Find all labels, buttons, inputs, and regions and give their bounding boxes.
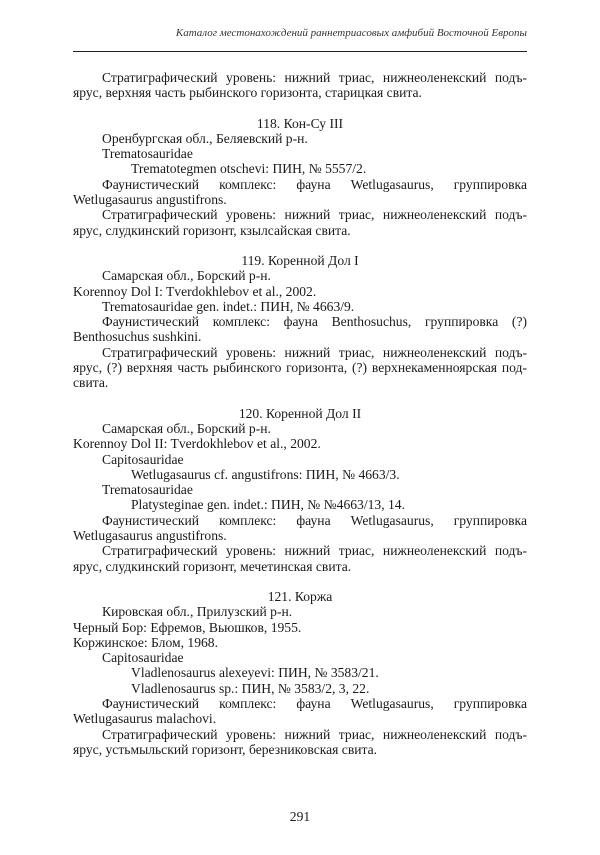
text-line: ярус, слудкинский горизонт, кзылсайская свита. <box>73 222 351 238</box>
text-line: Trematosauridae gen. indet.: ПИН, № 4663/9. <box>102 298 355 314</box>
catalog-entry <box>73 589 527 757</box>
catalog-entry <box>73 253 527 391</box>
paragraph <box>73 467 527 482</box>
text-line: Фаунистический комплекс: фауна Wetlugasaurus, группировка <box>102 695 527 711</box>
paragraph <box>73 284 527 299</box>
text-line: Korennoy Dol I: Tverdokhlebov et al., 2002. <box>73 283 317 299</box>
text-line: Оренбургская обл., Беляевский р-н. <box>102 130 308 146</box>
text-line: Benthosuchus sushkini. <box>73 329 202 345</box>
paragraph <box>73 635 527 650</box>
page-body <box>73 70 527 757</box>
paragraph <box>73 604 527 619</box>
entry-heading: 120. Коренной Дол II <box>238 405 362 421</box>
text-line: ярус, (?) верхняя часть рыбинского горизонта, (?) верхнекаменноярская под- <box>73 360 527 376</box>
text-line: Vladlenosaurus alexeyevi: ПИН, № 3583/21. <box>131 665 379 681</box>
text-line: Стратиграфический уровень: нижний триас, нижнеоленекский подъ- <box>102 543 527 559</box>
paragraph <box>73 146 527 161</box>
catalog-entry <box>73 70 527 101</box>
text-line: Trematosauridae <box>102 146 193 162</box>
paragraph <box>73 421 527 436</box>
paragraph <box>73 436 527 451</box>
text-line: свита. <box>73 375 109 391</box>
text-line: Wetlugasaurus cf. angustifrons: ПИН, № 4663/3. <box>131 466 400 482</box>
catalog-entry <box>73 406 527 574</box>
paragraph <box>73 650 527 665</box>
text-line: Trematotegmen otschevi: ПИН, № 5557/2. <box>131 161 367 177</box>
text-line: Коржинское: Блом, 1968. <box>73 634 218 650</box>
text-line: Фаунистический комплекс: фауна Benthosuchus, группировка (?) <box>102 314 527 330</box>
paragraph <box>73 207 527 238</box>
entry-heading: 121. Коржа <box>267 588 333 604</box>
paragraph <box>73 268 527 283</box>
paragraph <box>73 696 527 727</box>
paragraph <box>73 299 527 314</box>
text-line: Wetlugasaurus malachovi. <box>73 711 217 727</box>
paragraph <box>73 665 527 680</box>
paragraph <box>73 620 527 635</box>
text-line: Самарская обл., Борский р-н. <box>102 268 271 284</box>
text-line: ярус, устьмыльский горизонт, березниковская свита. <box>73 741 378 757</box>
paragraph <box>73 314 527 345</box>
text-line: Черный Бор: Ефремов, Вьюшков, 1955. <box>73 619 302 635</box>
paragraph <box>73 482 527 497</box>
catalog-entry <box>73 116 527 238</box>
paragraph <box>73 131 527 146</box>
text-line: Стратиграфический уровень: нижний триас, нижнеоленекский подъ- <box>102 207 527 223</box>
text-line: ярус, верхняя часть рыбинского горизонта, старицкая свита. <box>73 85 422 101</box>
header-rule <box>73 51 527 52</box>
text-line: Capitosauridae <box>102 451 184 467</box>
text-line: Стратиграфический уровень: нижний триас, нижнеоленекский подъ- <box>102 344 527 360</box>
entry-heading: 119. Коренной Дол I <box>241 252 359 268</box>
paragraph <box>73 513 527 544</box>
text-line: Wetlugasaurus angustifrons. <box>73 528 227 544</box>
paragraph <box>73 345 527 391</box>
text-line: Korennoy Dol II: Tverdokhlebov et al., 2002. <box>73 436 321 452</box>
text-line: Trematosauridae <box>102 482 193 498</box>
paragraph <box>73 70 527 101</box>
text-line: ярус, слудкинский горизонт, мечетинская свита. <box>73 558 352 574</box>
text-line: Wetlugasaurus angustifrons. <box>73 192 227 208</box>
text-line: Кировская обл., Прилузский р-н. <box>102 604 293 620</box>
paragraph <box>73 543 527 574</box>
text-line: Capitosauridae <box>102 650 184 666</box>
paragraph <box>73 727 527 758</box>
text-line: Platysteginae gen. indet.: ПИН, № №4663/13, 14. <box>131 497 405 513</box>
paragraph <box>73 497 527 512</box>
running-head: Каталог местонахождений раннетриасовых амфибий Восточной Европы <box>175 27 527 39</box>
text-line: Стратиграфический уровень: нижний триас, нижнеоленекский подъ- <box>102 70 527 85</box>
text-line: Самарская обл., Борский р-н. <box>102 420 271 436</box>
text-line: Фаунистический комплекс: фауна Wetlugasaurus, группировка <box>102 176 527 192</box>
entry-heading: 118. Кон-Су III <box>256 115 344 131</box>
text-line: Vladlenosaurus sp.: ПИН, № 3583/2, 3, 22. <box>131 680 370 696</box>
paragraph <box>73 177 527 208</box>
page-number: 291 <box>289 809 311 824</box>
paragraph <box>73 161 527 176</box>
text-line: Стратиграфический уровень: нижний триас, нижнеоленекский подъ- <box>102 726 527 742</box>
text-line: Фаунистический комплекс: фауна Wetlugasaurus, группировка <box>102 512 527 528</box>
paragraph <box>73 452 527 467</box>
paragraph <box>73 681 527 696</box>
